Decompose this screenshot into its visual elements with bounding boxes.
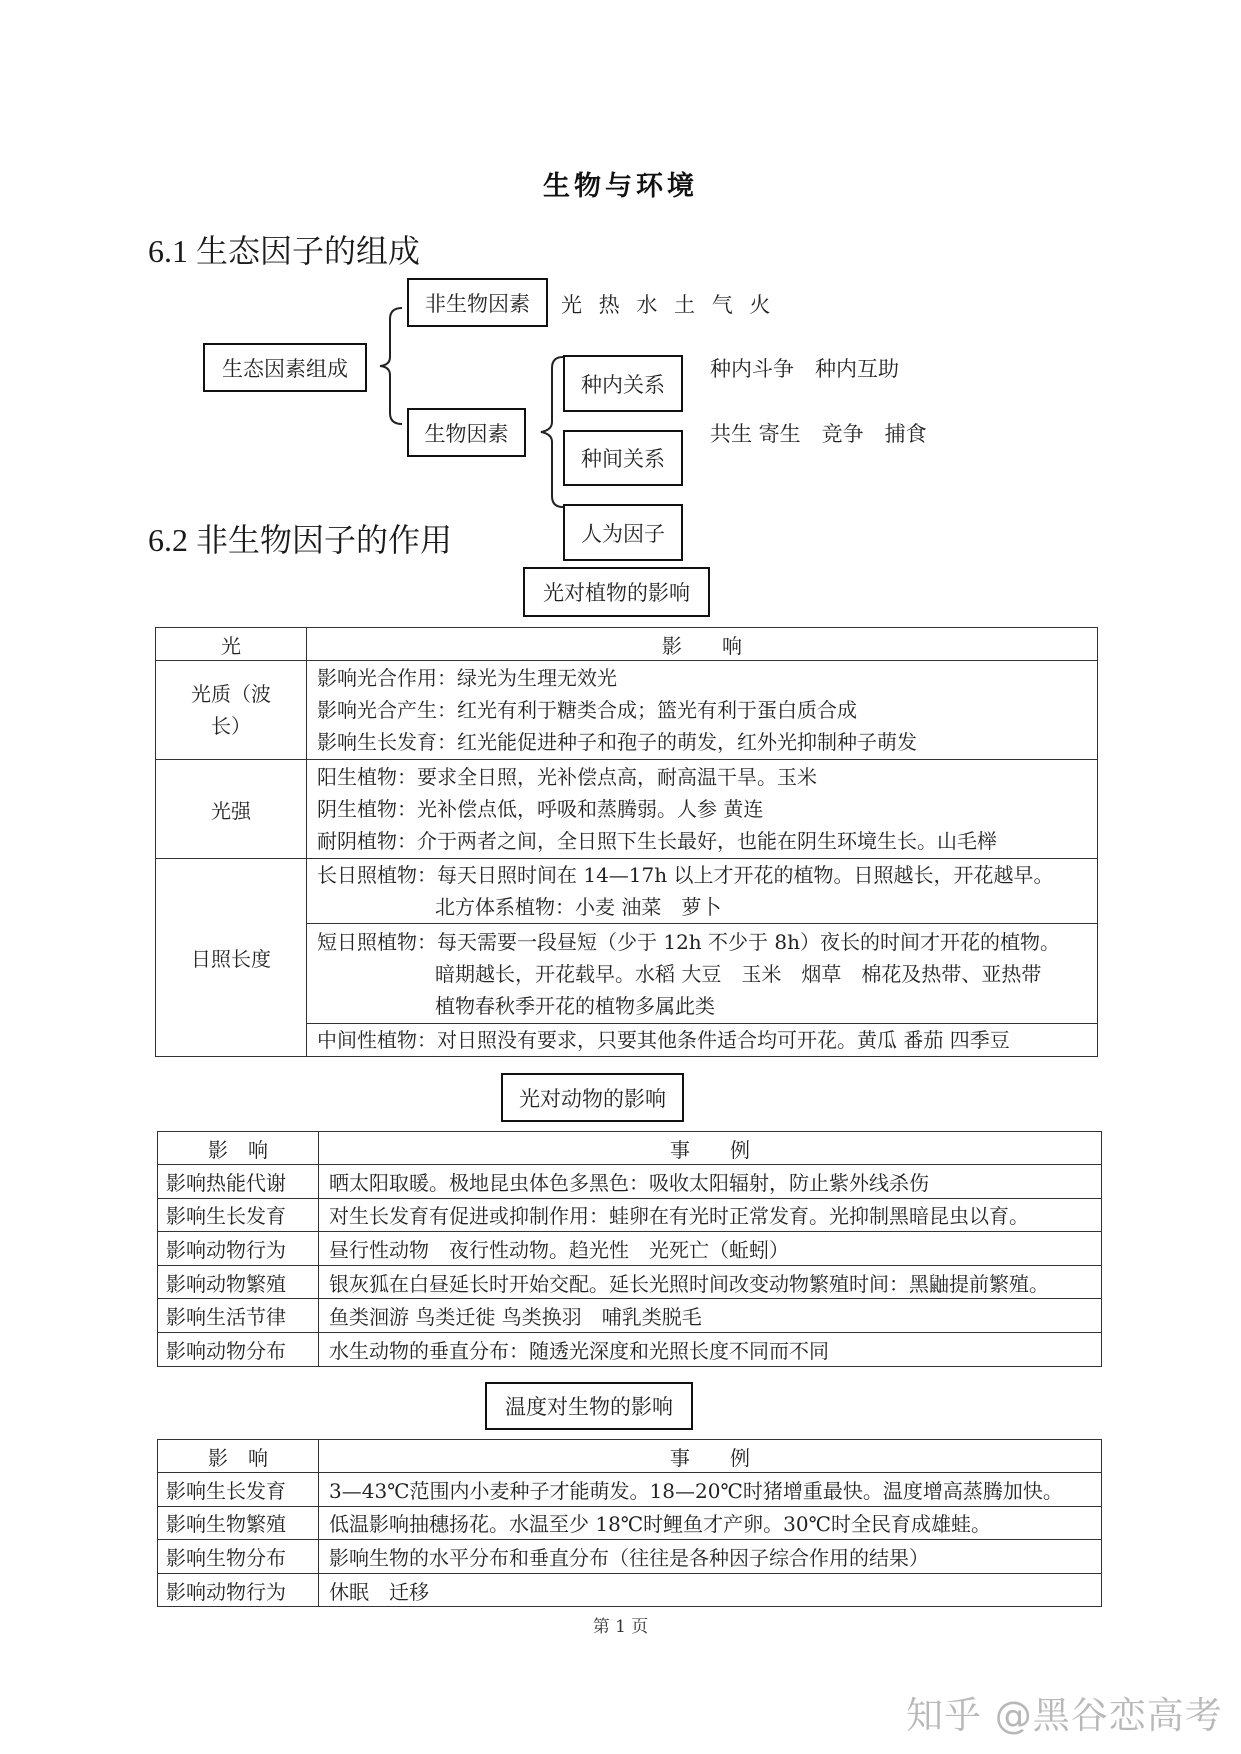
temperature-table: [157, 1439, 1102, 1607]
caption-temperature: [485, 1382, 693, 1430]
table-row: [158, 1332, 1102, 1366]
effect-category-cell: 影响动物行为: [158, 1232, 319, 1266]
biotic-factor-label: 生物因素: [424, 421, 509, 446]
header-cell-effect: 影 响: [158, 1440, 319, 1473]
table-row: [156, 661, 1098, 760]
table-row: [158, 1165, 1102, 1199]
section-heading-6-2: 6.2 非生物因子的作用: [148, 522, 453, 558]
watermark: 知乎 @黑谷恋高考: [906, 1694, 1223, 1737]
effect-line: 中间性植物：对日照没有要求，只要其他条件适合均可开花。黄瓜 番茄 四季豆: [317, 1028, 1010, 1052]
light-plants-table: [155, 627, 1098, 1057]
example-cell: 昼行性动物 夜行性动物。趋光性 光死亡（蚯蚓）: [319, 1232, 1102, 1266]
factor-cell: 日照长度: [156, 859, 307, 1057]
abiotic-factor-items: 光 热 水 土 气 火: [561, 293, 774, 317]
effect-cell: [307, 859, 1098, 924]
effect-category-cell: 影响生长发育: [158, 1198, 319, 1232]
effect-category-cell: 影响生长发育: [158, 1473, 319, 1507]
effect-line: 影响光合产生：红光有利于糖类合成；篮光有利于蛋白质合成: [317, 698, 857, 722]
table-row: [158, 1573, 1102, 1607]
header-cell-example: 事 例: [319, 1132, 1102, 1165]
biotic-factor-box: [407, 408, 526, 457]
effect-category-cell: 影响动物分布: [158, 1332, 319, 1366]
caption-temperature-label: 温度对生物的影响: [505, 1395, 673, 1419]
table-row: [158, 1232, 1102, 1266]
effect-category-cell: 影响热能代谢: [158, 1165, 319, 1199]
example-cell: 影响生物的水平分布和垂直分布（往往是各种因子综合作用的结果）: [319, 1540, 1102, 1574]
caption-light-plants-label: 光对植物的影响: [543, 581, 690, 605]
diagram-root-box: [203, 343, 367, 392]
example-cell: 水生动物的垂直分布：随透光深度和光照长度不同而不同: [319, 1332, 1102, 1366]
effect-line: 耐阴植物：介于两者之间，全日照下生长最好，也能在阴生环境生长。山毛榉: [317, 829, 997, 853]
effect-line: 影响光合作用：绿光为生理无效光: [317, 666, 617, 690]
intraspecific-relation-label: 种内关系: [581, 372, 665, 397]
effect-cell: [307, 661, 1098, 760]
effect-category-cell: 影响生活节律: [158, 1299, 319, 1333]
header-cell-light: 光: [156, 628, 307, 661]
interspecific-relation-label: 种间关系: [581, 447, 665, 471]
effect-line: 北方体系植物：小麦 油菜 萝卜: [435, 895, 722, 919]
effect-line: 暗期越长，开花载早。水稻 大豆 玉米 烟草 棉花及热带、亚热带: [435, 961, 1042, 986]
table-row: [158, 1198, 1102, 1232]
effect-line: 影响生长发育：红光能促进种子和孢子的萌发，红外光抑制种子萌发: [317, 730, 917, 754]
biotic-brace-icon: [533, 354, 567, 510]
abiotic-factor-label: 非生物因素: [425, 291, 530, 316]
effect-line: 短日照植物：每天需要一段昼短（少于 12h 不少于 8h）夜长的时间才开花的植物。: [317, 929, 1061, 954]
effect-category-cell: 影响生物分布: [158, 1540, 319, 1574]
effect-line: 阳生植物：要求全日照，光补偿点高，耐高温干旱。玉米: [317, 765, 817, 789]
table-row: [158, 1473, 1102, 1507]
document-title: 生物与环境: [543, 171, 698, 202]
table-row: [158, 1265, 1102, 1299]
effect-line: 长日照植物：每天日照时间在 14—17h 以上才开花的植物。日照越长，开花越早。: [317, 863, 1054, 887]
effect-cell: [307, 760, 1098, 859]
page-number: 第 1 页: [592, 1617, 649, 1637]
table-row: [158, 1299, 1102, 1333]
interspecific-relation-box: [563, 430, 683, 486]
table-header-row: [156, 628, 1098, 661]
table-header-row: [158, 1440, 1102, 1473]
factor-cell: 光强: [156, 760, 307, 859]
table-row: [156, 760, 1098, 859]
example-cell: 3—43℃范围内小麦种子才能萌发。18—20℃时猪增重最快。温度增高蒸腾加快。: [319, 1473, 1102, 1507]
caption-light-plants: [523, 567, 710, 617]
effect-category-cell: 影响生物繁殖: [158, 1506, 319, 1540]
table-row: [158, 1540, 1102, 1574]
human-factor-box: [563, 504, 683, 561]
light-animals-table: [157, 1131, 1102, 1367]
diagram-root-label: 生态因素组成: [222, 356, 348, 381]
header-cell-effect: 影 响: [158, 1132, 319, 1165]
example-cell: 对生长发育有促进或抑制作用：蛙卵在有光时正常发育。光抑制黑暗昆虫以育。: [319, 1198, 1102, 1232]
effect-cell: [307, 924, 1098, 1024]
header-cell-example: 事 例: [319, 1440, 1102, 1473]
table-row: [158, 1506, 1102, 1540]
abiotic-factor-box: [407, 278, 548, 327]
intraspecific-relation-box: [563, 355, 683, 412]
table-row: [156, 859, 1098, 924]
factor-cell: 光质（波长）: [156, 661, 307, 760]
header-cell-effect: 影 响: [307, 628, 1098, 661]
caption-light-animals-label: 光对动物的影响: [519, 1086, 666, 1111]
example-cell: 银灰狐在白昼延长时开始交配。延长光照时间改变动物繁殖时间：黑鼬提前繁殖。: [319, 1265, 1102, 1299]
effect-line: 植物春秋季开花的植物多属此类: [435, 993, 715, 1018]
section-heading-6-1: 6.1 生态因子的组成: [148, 233, 421, 269]
example-cell: 休眠 迁移: [319, 1573, 1102, 1607]
caption-light-animals: [501, 1073, 684, 1122]
effect-category-cell: 影响动物行为: [158, 1573, 319, 1607]
human-factor-label: 人为因子: [581, 521, 665, 546]
interspecific-relation-items: 共生 寄生 竞争 捕食: [710, 422, 927, 446]
effect-line: 阴生植物：光补偿点低，呼吸和蒸腾弱。人参 黄连: [317, 797, 764, 821]
example-cell: 低温影响抽穗扬花。水温至少 18℃时鲤鱼才产卵。30℃时全民育成雄蛙。: [319, 1506, 1102, 1540]
example-cell: 晒太阳取暖。极地昆虫体色多黑色：吸收太阳辐射，防止紫外线杀伤: [319, 1165, 1102, 1199]
intraspecific-relation-items: 种内斗争 种内互助: [710, 357, 899, 381]
table-header-row: [158, 1132, 1102, 1165]
example-cell: 鱼类洄游 鸟类迁徙 鸟类换羽 哺乳类脱毛: [319, 1299, 1102, 1333]
effect-category-cell: 影响动物繁殖: [158, 1265, 319, 1299]
effect-cell: [307, 1024, 1098, 1057]
left-brace-icon: [372, 305, 406, 427]
